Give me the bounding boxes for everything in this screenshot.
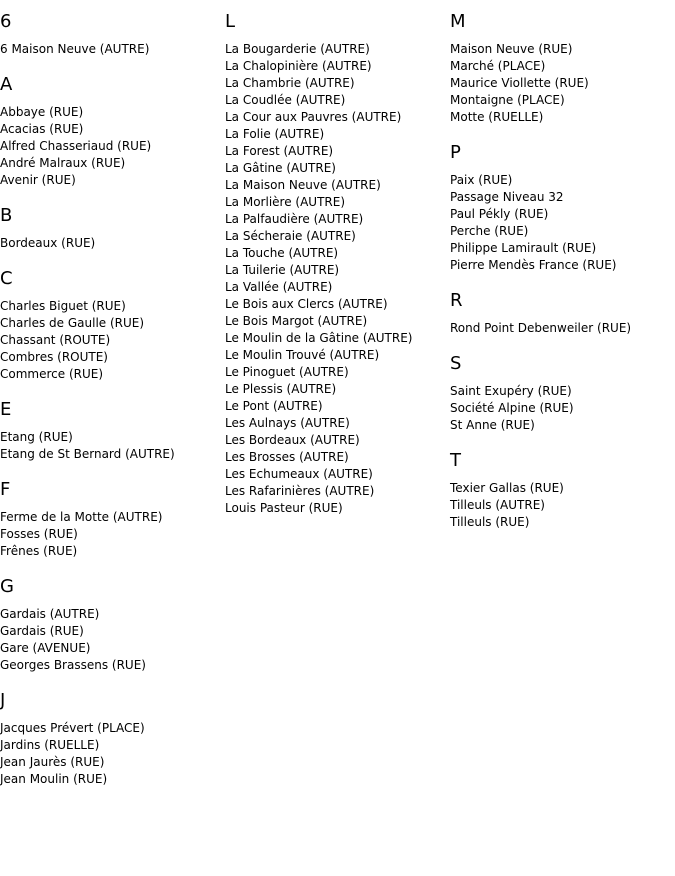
street-entry: Société Alpine (RUE) — [450, 401, 574, 415]
section-letter-heading: B — [0, 205, 13, 226]
street-entry: Gare (AVENUE) — [0, 641, 91, 655]
street-entry: Charles de Gaulle (RUE) — [0, 316, 145, 330]
letter-section — [450, 434, 675, 531]
section-letter-heading: C — [0, 268, 13, 289]
street-entry: La Tuilerie (AUTRE) — [225, 263, 340, 277]
street-entry: La Vallée (AUTRE) — [225, 280, 333, 294]
street-list — [0, 720, 220, 788]
street-entry: Commerce (RUE) — [0, 367, 104, 381]
street-entry: Louis Pasteur (RUE) — [225, 501, 343, 515]
street-entry: Le Moulin Trouvé (AUTRE) — [225, 348, 380, 362]
street-list — [450, 172, 675, 274]
street-entry: Avenir (RUE) — [0, 173, 76, 187]
section-letter-heading: S — [450, 353, 462, 374]
street-entry: Montaigne (PLACE) — [450, 93, 565, 107]
street-entry: Perche (RUE) — [450, 224, 529, 238]
letter-section — [450, 126, 675, 274]
street-entry: Acacias (RUE) — [0, 122, 84, 136]
street-entry: Frênes (RUE) — [0, 544, 78, 558]
section-letter-heading: J — [0, 690, 6, 711]
street-entry: Paix (RUE) — [450, 173, 513, 187]
street-entry: Saint Exupéry (RUE) — [450, 384, 572, 398]
street-entry: La Maison Neuve (AUTRE) — [225, 178, 381, 192]
section-letter-heading: E — [0, 399, 12, 420]
street-entry: La Cour aux Pauvres (AUTRE) — [225, 110, 402, 124]
section-letter-heading: 6 — [0, 11, 12, 32]
street-entry: André Malraux (RUE) — [0, 156, 126, 170]
street-list — [450, 320, 675, 337]
street-entry: Gardais (AUTRE) — [0, 607, 100, 621]
street-list — [0, 298, 220, 383]
street-entry: St Anne (RUE) — [450, 418, 535, 432]
street-entry: La Chambrie (AUTRE) — [225, 76, 355, 90]
section-letter-heading: M — [450, 11, 466, 32]
section-letter-heading: P — [450, 142, 461, 163]
street-entry: Texier Gallas (RUE) — [450, 481, 564, 495]
letter-section — [0, 58, 220, 189]
street-entry: La Folie (AUTRE) — [225, 127, 325, 141]
street-list — [450, 480, 675, 531]
street-entry: Le Bois aux Clercs (AUTRE) — [225, 297, 388, 311]
street-list — [450, 383, 675, 434]
street-entry: Le Moulin de la Gâtine (AUTRE) — [225, 331, 413, 345]
street-entry: La Morlière (AUTRE) — [225, 195, 346, 209]
street-entry: La Palfaudière (AUTRE) — [225, 212, 364, 226]
street-list — [0, 235, 220, 252]
street-list — [0, 104, 220, 189]
street-index-column — [450, 0, 675, 531]
street-entry: Jean Moulin (RUE) — [0, 772, 108, 786]
section-letter-heading: T — [450, 450, 461, 471]
street-entry: Fosses (RUE) — [0, 527, 78, 541]
street-entry: Jacques Prévert (PLACE) — [0, 721, 145, 735]
street-entry: Jardins (RUELLE) — [0, 738, 100, 752]
street-entry: La Coudlée (AUTRE) — [225, 93, 346, 107]
street-entry: Abbaye (RUE) — [0, 105, 84, 119]
letter-section — [450, 337, 675, 434]
street-entry: Rond Point Debenweiler (RUE) — [450, 321, 632, 335]
street-entry: Chassant (ROUTE) — [0, 333, 111, 347]
letter-section — [0, 0, 220, 58]
street-index-column — [225, 0, 445, 517]
street-entry: Philippe Lamirault (RUE) — [450, 241, 597, 255]
street-entry: Maurice Viollette (RUE) — [450, 76, 589, 90]
street-entry: Le Plessis (AUTRE) — [225, 382, 337, 396]
section-letter-heading: L — [225, 11, 236, 32]
street-entry: Bordeaux (RUE) — [0, 236, 96, 250]
street-entry: Marché (PLACE) — [450, 59, 546, 73]
street-entry: Combres (ROUTE) — [0, 350, 108, 364]
letter-section — [0, 674, 220, 788]
street-entry: Etang de St Bernard (AUTRE) — [0, 447, 175, 461]
letter-section — [0, 383, 220, 463]
letter-section — [0, 560, 220, 674]
street-entry: Le Bois Margot (AUTRE) — [225, 314, 368, 328]
street-entry: Ferme de la Motte (AUTRE) — [0, 510, 163, 524]
street-entry: Tilleuls (AUTRE) — [450, 498, 545, 512]
street-entry: La Forest (AUTRE) — [225, 144, 334, 158]
street-entry: Les Bordeaux (AUTRE) — [225, 433, 360, 447]
street-entry: Tilleuls (RUE) — [450, 515, 530, 529]
street-list — [0, 509, 220, 560]
street-entry: Les Echumeaux (AUTRE) — [225, 467, 373, 481]
letter-section — [0, 252, 220, 383]
street-entry: Passage Niveau 32 — [450, 190, 564, 204]
letter-section — [450, 274, 675, 337]
street-index-column — [0, 0, 220, 788]
street-entry: La Sécheraie (AUTRE) — [225, 229, 356, 243]
street-entry: Georges Brassens (RUE) — [0, 658, 146, 672]
street-list — [0, 606, 220, 674]
street-entry: La Chalopinière (AUTRE) — [225, 59, 372, 73]
street-list — [450, 41, 675, 126]
letter-section — [0, 189, 220, 252]
street-entry: La Bougarderie (AUTRE) — [225, 42, 370, 56]
letter-section — [225, 0, 445, 517]
street-entry: Alfred Chasseriaud (RUE) — [0, 139, 152, 153]
street-entry: Les Brosses (AUTRE) — [225, 450, 349, 464]
street-entry: Les Aulnays (AUTRE) — [225, 416, 350, 430]
street-entry: Gardais (RUE) — [0, 624, 84, 638]
street-entry: Motte (RUELLE) — [450, 110, 544, 124]
street-entry: La Touche (AUTRE) — [225, 246, 339, 260]
section-letter-heading: G — [0, 576, 14, 597]
street-entry: La Gâtine (AUTRE) — [225, 161, 336, 175]
section-letter-heading: F — [0, 479, 11, 500]
street-entry: Pierre Mendès France (RUE) — [450, 258, 617, 272]
letter-section — [450, 0, 675, 126]
street-entry: Etang (RUE) — [0, 430, 73, 444]
section-letter-heading: R — [450, 290, 463, 311]
street-list — [0, 429, 220, 463]
street-entry: Charles Biguet (RUE) — [0, 299, 126, 313]
section-letter-heading: A — [0, 74, 13, 95]
street-list — [225, 41, 445, 517]
street-list — [0, 41, 220, 58]
street-entry: Le Pont (AUTRE) — [225, 399, 323, 413]
letter-section — [0, 463, 220, 560]
street-entry: Le Pinoguet (AUTRE) — [225, 365, 349, 379]
street-entry: Paul Pékly (RUE) — [450, 207, 549, 221]
street-entry: 6 Maison Neuve (AUTRE) — [0, 42, 150, 56]
street-entry: Maison Neuve (RUE) — [450, 42, 573, 56]
street-entry: Jean Jaurès (RUE) — [0, 755, 105, 769]
street-entry: Les Rafarinières (AUTRE) — [225, 484, 375, 498]
